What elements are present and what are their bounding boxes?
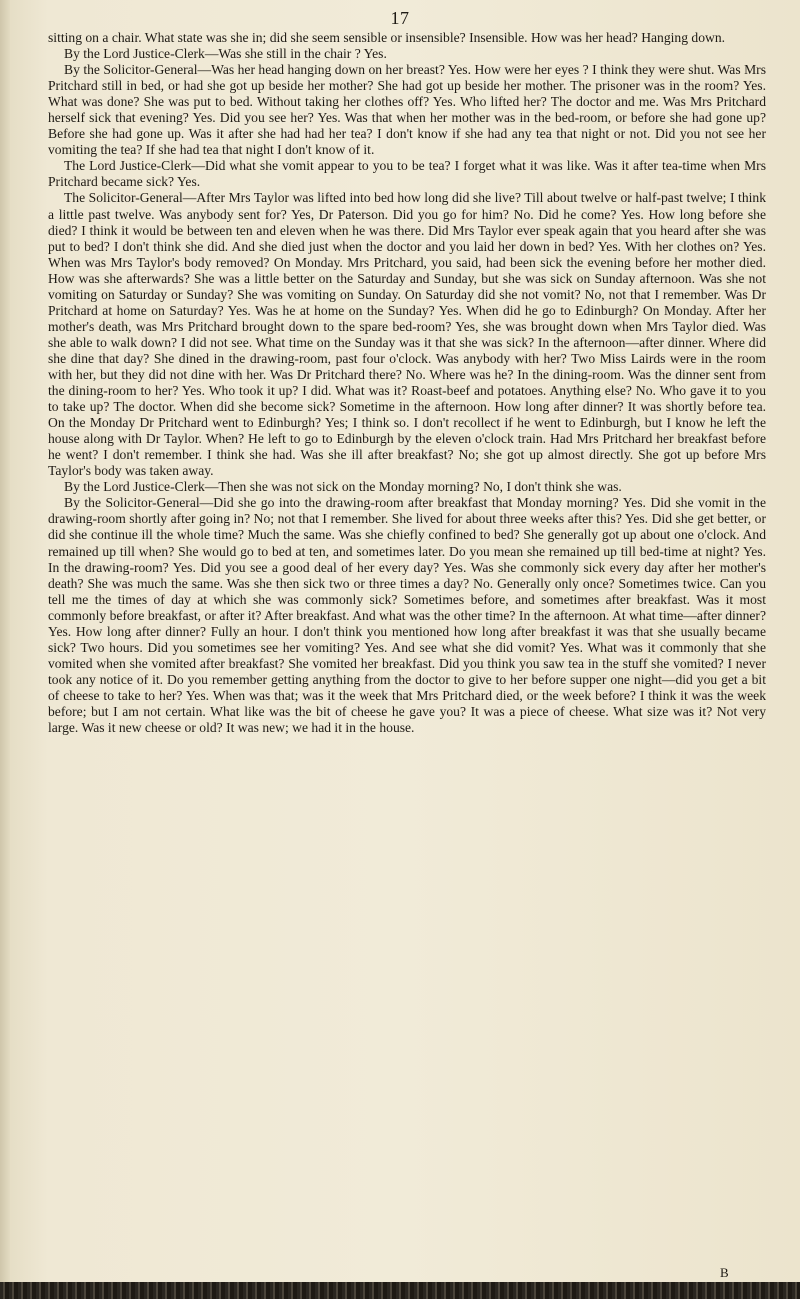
paragraph-3: By the Solicitor-General—Was her head hanging down on her breast? Yes. How were her eyes ? I think they were shut. Was Mrs Pritchard still in bed, or had she got up beside her mother? She had got up beside her mother. The prisoner was in the room? Yes. What was done? She was put to bed. Without taking her clothes off? Yes. Who lifted her? The doctor and me. Was Mrs Pritchard herself sick that evening? Yes. Did you see her? Yes. Was that when her mother was in the bed-room, or before she had gone up? Before she had gone up. Was it after she had had her tea? I don't know if she had any tea that night or not. Did you not see her vomiting the tea? If she had tea that night I don't know of it. bbox=[48, 62, 766, 158]
page-number: 17 bbox=[390, 8, 410, 28]
paragraph-2: By the Lord Justice-Clerk—Was she still in the chair ? Yes. bbox=[64, 46, 387, 62]
bottom-scan-edge bbox=[0, 1282, 800, 1299]
paragraph-5: The Solicitor-General—After Mrs Taylor was lifted into bed how long did she live? Till about twelve or half-past twelve; I think a little past twelve. Was anybody sent for? Yes, Dr Paterson. Did you go for him? No. Did he come? Yes. How long before she died? I think it would be between ten and eleven when he was there. Did Mrs Taylor ever speak again that you heard after she was put to bed? I don't think she did. And she died just when the doctor and you laid her down in bed? Yes. With her clothes on? Yes. When was Mrs Taylor's body removed? On Monday. Mrs Pritchard, you said, had been sick the evening before her mother died. How was she afterwards? She was a little better on the Saturday and Sunday, but she was sick on Sunday afternoon. Was she not vomiting on Saturday or Sunday? She was vomiting on Sunday. On Saturday did she not vomit? No, not that I remember. Was Dr Pritchard at home on Saturday? Yes. Was he at home on the Sunday? Yes. When did he go to Edinburgh? On Monday. After her mother's death, was Mrs Pritchard brought down to the spare bed-room? Yes, she was brought down when Mrs Taylor died. Was she able to walk down? I did not see. What time on the Sunday was it that she was sick? In the afternoon—after dinner. Where did she dine that day? She dined in the drawing-room, past four o'clock. Was anybody with her? Two Miss Lairds were in the room with her, but they did not dine with her. Was Dr Pritchard there? No. Where was he? In the dining-room. Was the dinner sent from the dining-room to her? Yes. Who took it up? I did. What was it? Roast-beef and potatoes. Anything else? No. Who gave it to you to take up? The doctor. When did she become sick? Sometime in the afternoon. How long after dinner? It was shortly before tea. On the Monday Dr Pritchard went to Edinburgh? Yes; I think so. I don't recollect if he went to Edinburgh, but I know he left the house along with Dr Taylor. When? He left to go to Edinburgh by the eleven o'clock train. Had Mrs Pritchard her breakfast before he went? I don't remember. I think she had. Was she ill after breakfast? No; she got up almost directly. She got up before Mrs Taylor's body was taken away. bbox=[48, 190, 766, 479]
trial-transcript-text bbox=[48, 30, 766, 736]
signature-mark: B bbox=[720, 1265, 729, 1280]
paragraph-7: By the Solicitor-General—Did she go into the drawing-room after breakfast that Monday morning? Yes. Did she vomit in the drawing-room shortly after going in? No; not that I remember. She lived for about three weeks after this? Yes. Did she get better, or did she continue ill the whole time? Much the same. Was she chiefly confined to bed? She generally got up about one o'clock. And remained up till when? She would go to bed at ten, and sometimes later. Do you mean she remained up till bed-time at night? Yes. In the drawing-room? Yes. Did you see a good deal of her every day? Yes. Was she commonly sick every day after her mother's death? She was much the same. Was she then sick two or three times a day? No. Generally only once? Sometimes twice. Can you tell me the times of day at which she was commonly sick? Sometimes before, and sometimes after breakfast. Was it most commonly before breakfast, or after it? After breakfast. And what was the other time? In the afternoon. At what time—after dinner? Yes. How long after dinner? Fully an hour. I don't think you mentioned how long after breakfast it was that she usually became sick? Two hours. Did you sometimes see her vomiting? Yes. And see what she did vomit? Yes. What was it commonly that she vomited when she vomited after breakfast? She vomited her breakfast. Did you think you saw tea in the stuff she vomited? I never took any notice of it. Do you remember getting anything from the doctor to give to her before supper one night—did you get a bit of cheese to take to her? Yes. When was that; was it the week that Mrs Pritchard died, or the week before? I think it was the week before; but I am not certain. What like was the bit of cheese he gave you? It was a piece of cheese. What size was it? Not very large. Was it new cheese or old? It was new; we had it in the house. bbox=[48, 495, 766, 736]
paragraph-1: sitting on a chair. What state was she in; did she seem sensible or insensible? Insensible. How was her head? Hanging down. bbox=[48, 30, 726, 45]
page-gutter-shadow bbox=[0, 0, 10, 1282]
paragraph-4: The Lord Justice-Clerk—Did what she vomit appear to you to be tea? I forget what it was like. Was it after tea-time when Mrs Pritchard became sick? Yes. bbox=[48, 158, 766, 190]
paragraph-6: By the Lord Justice-Clerk—Then she was not sick on the Monday morning? No, I don't think she was. bbox=[64, 479, 622, 495]
